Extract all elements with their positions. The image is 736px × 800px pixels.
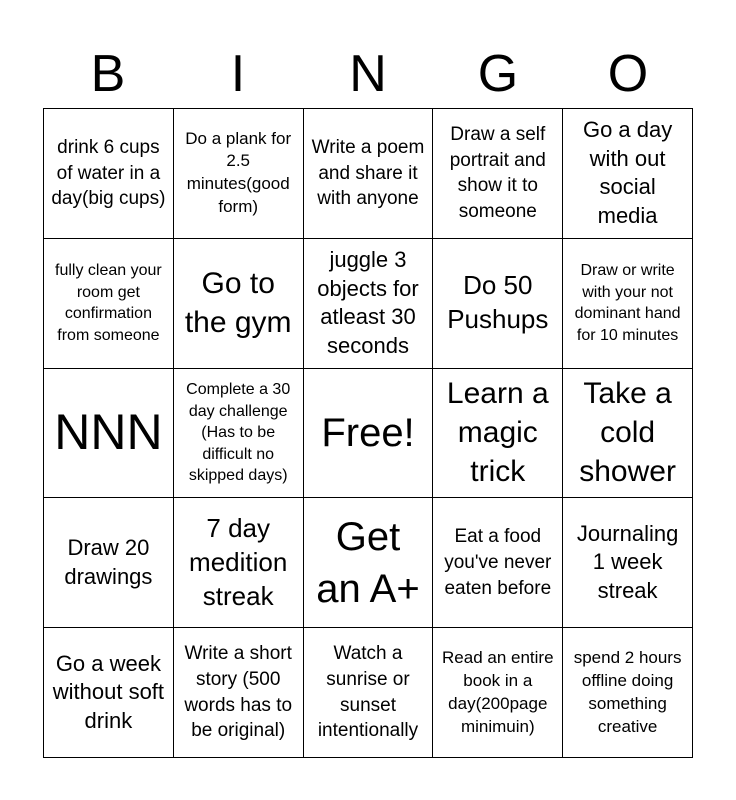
bingo-cell free-space[interactable] — [304, 369, 434, 499]
bingo-cell[interactable] — [563, 628, 693, 758]
cell-text: Draw a self portrait and show it to someone — [449, 124, 546, 223]
cell-text: Eat a food you've never eaten before — [444, 526, 552, 599]
cell-text: Learn a magic trick — [446, 377, 549, 489]
cell-text: Go a day with out social media — [582, 117, 673, 228]
cell-text: Do 50 Pushups — [447, 270, 549, 335]
bingo-cell[interactable] — [44, 239, 174, 369]
bingo-cell[interactable] — [174, 369, 304, 499]
bingo-cell[interactable] — [174, 239, 304, 369]
cell-text: NNN — [54, 404, 163, 461]
bingo-cell[interactable] — [44, 369, 174, 499]
cell-text: Free! — [321, 410, 415, 455]
cell-text: Draw or write with your not dominant hand for 10 minutes — [574, 262, 681, 344]
bingo-cell[interactable] — [174, 498, 304, 628]
cell-text: drink 6 cups of water in a day(big cups) — [51, 136, 166, 210]
bingo-cell[interactable] — [433, 109, 563, 239]
cell-text: fully clean your room get confirmation from someone — [55, 262, 162, 344]
bingo-cell[interactable] — [44, 109, 174, 239]
cell-text: Draw 20 drawings — [64, 535, 153, 589]
bingo-cell[interactable] — [304, 109, 434, 239]
header-letter-n: N — [349, 45, 387, 103]
cell-text: Watch a sunrise or sunset intentionally — [317, 643, 419, 742]
cell-text: Get an A+ — [316, 514, 420, 611]
bingo-cell[interactable] — [304, 628, 434, 758]
bingo-cell[interactable] — [563, 239, 693, 369]
cell-text: spend 2 hours offline doing something creative — [573, 647, 682, 736]
bingo-cell[interactable] — [174, 109, 304, 239]
cell-text: Take a cold shower — [579, 377, 676, 489]
bingo-cell[interactable] — [44, 498, 174, 628]
bingo-cell[interactable] — [563, 369, 693, 499]
bingo-cell[interactable] — [174, 628, 304, 758]
cell-text: Go to the gym — [184, 267, 292, 340]
cell-text: Read an entire book in a day(200page minimuin) — [442, 647, 554, 736]
cell-text: juggle 3 objects for atleast 30 seconds — [317, 247, 419, 358]
cell-text: Write a short story (500 words has to be original) — [184, 643, 293, 742]
cell-text: Go a week without soft drink — [52, 650, 165, 733]
bingo-cell[interactable] — [44, 628, 174, 758]
bingo-cell[interactable] — [433, 628, 563, 758]
bingo-cell[interactable] — [304, 498, 434, 628]
cell-text: 7 day medition streak — [189, 513, 288, 611]
header-letter-o: O — [607, 45, 649, 103]
bingo-cell[interactable] — [433, 369, 563, 499]
cell-text: Write a poem and share it with anyone — [311, 136, 425, 210]
bingo-cell[interactable] — [563, 109, 693, 239]
bingo-cell[interactable] — [563, 498, 693, 628]
bingo-cell[interactable] — [433, 498, 563, 628]
header-letter-g: G — [477, 45, 519, 103]
header-letter-i: I — [230, 45, 246, 103]
bingo-cell[interactable] — [433, 239, 563, 369]
cell-text: Complete a 30 day challenge (Has to be difficult no skipped days) — [186, 381, 291, 485]
header-letter-b: B — [90, 45, 126, 103]
bingo-cell[interactable] — [304, 239, 434, 369]
bingo-header — [43, 40, 693, 108]
cell-text: Do a plank for 2.5 minutes(good form) — [185, 128, 292, 217]
bingo-grid — [43, 108, 693, 758]
cell-text: Journaling 1 week streak — [576, 520, 679, 604]
